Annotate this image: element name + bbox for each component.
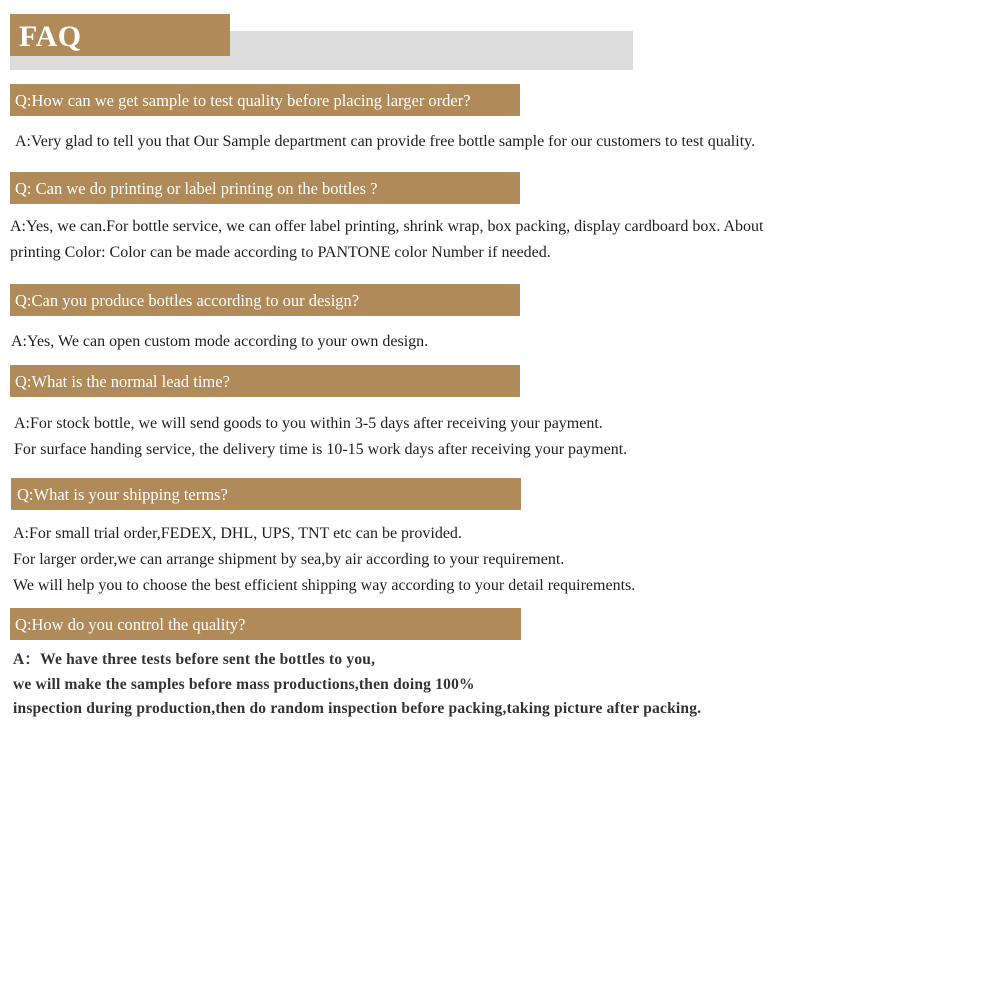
faq-title: FAQ	[10, 14, 230, 56]
faq-answer-line: A：We have three tests before sent the bottles to you,	[13, 651, 376, 668]
faq-answer-line: A:For stock bottle, we will send goods to you within 3-5 days after receiving your payment.	[14, 415, 603, 432]
faq-answer-line: A:Very glad to tell you that Our Sample department can provide free bottle sample for our customers to test quality.	[15, 133, 756, 150]
faq-answer-5	[13, 521, 635, 599]
faq-answer-line: For surface handing service, the delivery time is 10-15 work days after receiving your payment.	[14, 441, 628, 458]
faq-answer-line: A:Yes, we can.For bottle service, we can offer label printing, shrink wrap, box packing, display cardboard box. About	[10, 218, 764, 235]
faq-answer-line: printing Color: Color can be made according to PANTONE color Number if needed.	[10, 244, 551, 261]
faq-question-6: Q:How do you control the quality?	[10, 608, 521, 640]
faq-question-4: Q:What is the normal lead time?	[10, 365, 520, 397]
faq-answer-line: inspection during production,then do random inspection before packing,taking picture after packing.	[13, 700, 702, 717]
faq-answer-line: For larger order,we can arrange shipment by sea,by air according to your requirement.	[13, 551, 565, 568]
faq-question-3: Q:Can you produce bottles according to our design?	[10, 284, 520, 316]
faq-answer-line: we will make the samples before mass productions,then doing 100%	[13, 675, 475, 693]
faq-answer-line: A:Yes, We can open custom mode according to your own design.	[11, 333, 429, 350]
faq-answer-3	[11, 329, 428, 355]
faq-answer-4	[14, 411, 627, 463]
faq-answer-line: We will help you to choose the best efficient shipping way according to your detail requirements.	[13, 577, 636, 594]
faq-answer-6	[13, 648, 701, 722]
faq-answer-1	[15, 129, 755, 155]
faq-answer-line: A:For small trial order,FEDEX, DHL, UPS, TNT etc can be provided.	[13, 525, 462, 542]
faq-question-1: Q:How can we get sample to test quality before placing larger order?	[10, 84, 520, 116]
faq-answer-2	[10, 214, 763, 266]
faq-question-2: Q: Can we do printing or label printing on the bottles ?	[10, 172, 520, 204]
faq-question-5: Q:What is your shipping terms?	[11, 478, 521, 510]
